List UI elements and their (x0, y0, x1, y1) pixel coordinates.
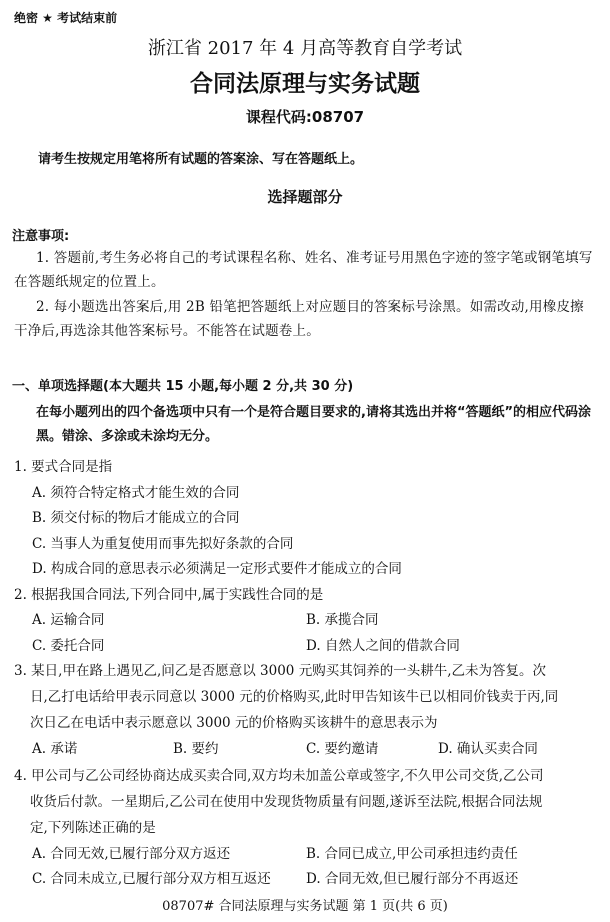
note-item-1: 1. 答题前,考生务必将自己的考试课程名称、姓名、准考证号用黑色字迹的签字笔或钢笔填写在答题纸规定的位置上。 (14, 250, 593, 290)
q2-stem: 2. 根据我国合同法,下列合同中,属于实践性合同的是 (14, 587, 324, 603)
q1-option-a: A. 须符合特定格式才能生效的合同 (32, 485, 240, 501)
q4-stem-line3: 定,下列陈述正确的是 (30, 820, 156, 836)
q1-option-b: B. 须交付标的物后才能成立的合同 (32, 510, 240, 526)
q2-option-a: A. 运输合同 (32, 612, 105, 628)
q3-stem-line2: 日,乙打电话给甲表示同意以 3000 元的价格购买,此时甲告知该牛已以相同价钱卖于丙,同 (30, 689, 559, 705)
q3-option-c: C. 要约邀请 (306, 741, 379, 757)
q1-stem: 1. 要式合同是指 (14, 459, 113, 475)
part1-heading: 一、单项选择题(本大题共 15 小题,每小题 2 分,共 30 分) (12, 379, 354, 394)
q3-stem-line3: 次日乙在电话中表示愿意以 3000 元的价格购买该耕牛的意思表示为 (30, 715, 438, 731)
q4-option-c: C. 合同未成立,已履行部分双方相互返还 (32, 871, 271, 887)
q4-option-d: D. 合同无效,但已履行部分不再返还 (306, 871, 519, 887)
course-code: 课程代码:08707 (245, 108, 365, 126)
q4-stem-line2: 收货后付款。一星期后,乙公司在使用中发现货物质量有问题,遂诉至法院,根据合同法规 (30, 794, 543, 810)
q3-option-b: B. 要约 (173, 741, 219, 757)
part1-description: 在每小题列出的四个备选项中只有一个是符合题目要求的,请将其选出并将“答题纸”的相应代码涂黑。错涂、多涂或未涂均无分。 (36, 405, 592, 444)
exam-name: 浙江省 2017 年 4 月高等教育自学考试 (147, 38, 463, 59)
page-footer: 08707# 合同法原理与实务试题 第 1 页(共 6 页) (162, 899, 448, 914)
q4-option-a: A. 合同无效,已履行部分双方返还 (32, 846, 231, 862)
q4-stem-line1: 4. 甲公司与乙公司经协商达成买卖合同,双方均未加盖公章或签字,不久甲公司交货,乙公司 (14, 768, 544, 784)
notes-title: 注意事项: (12, 229, 70, 244)
q3-stem-line1: 3. 某日,甲在路上遇见乙,问乙是否愿意以 3000 元购买其饲养的一头耕牛,乙未为答复。次 (14, 663, 546, 679)
q2-option-d: D. 自然人之间的借款合同 (306, 638, 460, 654)
confidential-label: 绝密 ★ 考试结束前 (14, 11, 118, 25)
note-item-2: 2. 每小题选出答案后,用 2B 铅笔把答题纸上对应题目的答案标号涂黑。如需改动,用橡皮擦干净后,再选涂其他答案标号。不能答在试题卷上。 (14, 299, 584, 339)
q4-option-b: B. 合同已成立,甲公司承担违约责任 (306, 846, 518, 862)
q3-option-d: D. 确认买卖合同 (438, 741, 538, 757)
section-title: 选择题部分 (267, 188, 343, 206)
subject-title: 合同法原理与实务试题 (190, 71, 420, 97)
answer-instruction: 请考生按规定用笔将所有试题的答案涂、写在答题纸上。 (38, 152, 364, 167)
q3-option-a: A. 承诺 (32, 741, 78, 757)
q2-option-b: B. 承揽合同 (306, 612, 379, 628)
q2-option-c: C. 委托合同 (32, 638, 105, 654)
q1-option-d: D. 构成合同的意思表示必须满足一定形式要件才能成立的合同 (32, 561, 402, 577)
q1-option-c: C. 当事人为重复使用而事先拟好条款的合同 (32, 536, 294, 552)
